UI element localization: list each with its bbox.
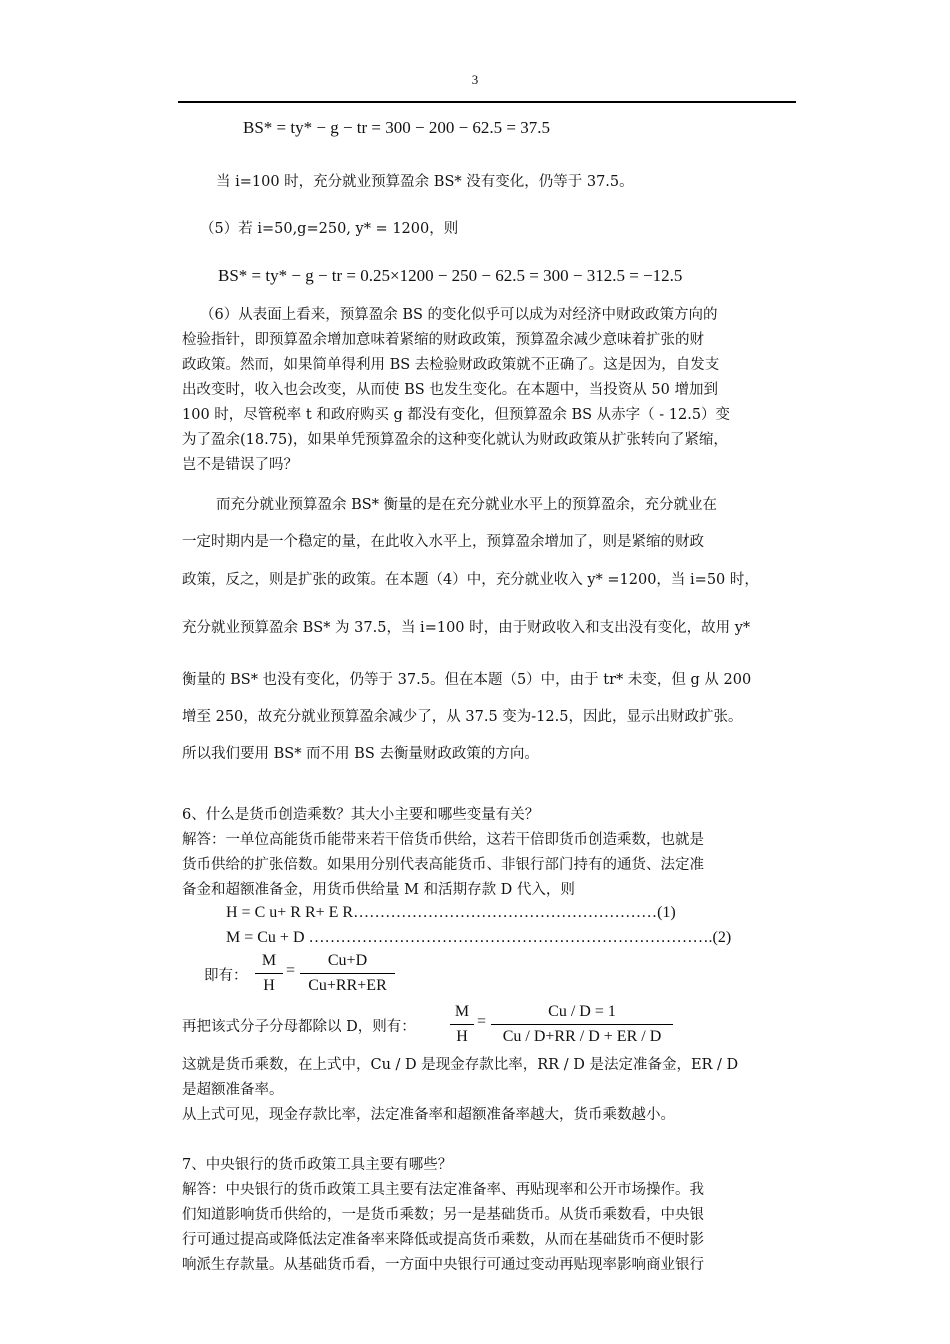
question-7: 7、中央银行的货币政策工具主要有哪些？	[182, 1157, 453, 1173]
q7-answer-line: 行可通过提高或降低法定准备率来降低或提高货币乘数，从而在基础货币不便时影	[182, 1232, 704, 1248]
q6-conclusion-line: 是超额准备率。	[182, 1082, 284, 1098]
fraction-denominator: H	[263, 977, 275, 994]
equation-bs-case5: BS* = ty* − g − tr = 0.25×1200 − 250 − 62.5 = 300 − 312.5 = −12.5	[218, 266, 683, 285]
q6-answer-line: 备金和超额准备金，用货币供给量 M 和活期存款 D 代入，则	[182, 882, 575, 898]
q6-answer-line: 解答：一单位高能货币能带来若干倍货币供给，这若干倍即货币创造乘数，也就是	[182, 832, 704, 848]
para6-line: 为了盈余(18.75)，如果单凭预算盈余的这种变化就认为财政政策从扩张转向了紧缩，	[182, 432, 728, 448]
q7-answer-line: 们知道影响货币供给的，一是货币乘数；另一是基础货币。从货币乘数看，中央银	[182, 1207, 704, 1223]
fraction-denominator: H	[456, 1028, 468, 1045]
para7-line: 政策，反之，则是扩张的政策。在本题（4）中，充分就业收入 y* =1200，当 i=50 时，	[182, 572, 759, 588]
para7-line: 所以我们要用 BS* 而不用 BS 去衡量财政政策的方向。	[182, 746, 539, 762]
equals-sign: =	[286, 962, 296, 979]
para6-line: 政政策。然而，如果简单得利用 BS 去检验财政政策就不正确了。这是因为，自发支	[182, 357, 720, 373]
para6-line: （6）从表面上看来，预算盈余 BS 的变化似乎可以成为对经济中财政政策方向的	[200, 307, 718, 323]
para6-line: 100 时，尽管税率 t 和政府购买 g 都没有变化，但预算盈余 BS 从赤字（ - 12.5）变	[182, 407, 731, 423]
page-number: 3	[471, 72, 479, 87]
fraction-denominator: Cu+RR+ER	[308, 977, 387, 994]
fraction-bar	[491, 1024, 673, 1025]
fraction-m-over-h	[255, 950, 283, 997]
para7-line: 充分就业预算盈余 BS* 为 37.5，当 i=100 时，由于财政收入和支出没有变化，故用 y*	[182, 620, 751, 636]
fraction-bar	[450, 1024, 474, 1025]
fraction-denominator: Cu / D+RR / D + ER / D	[502, 1028, 662, 1045]
equation-bs-full-employment: BS* = ty* − g − tr = 300 − 200 − 62.5 = 37.5	[243, 118, 551, 137]
para7-line: 一定时期内是一个稳定的量，在此收入水平上，预算盈余增加了，则是紧缩的财政	[182, 534, 704, 550]
paragraph-i100: 当 i=100 时，充分就业预算盈余 BS* 没有变化，仍等于 37.5。	[216, 174, 634, 190]
formula-h: H = C u+ R R+ E R…………………………………………………(1)	[226, 904, 676, 921]
para6-line: 出改变时，收入也会改变，从而使 BS 也发生变化。在本题中，当投资从 50 增加到	[182, 382, 718, 398]
q6-conclusion-line: 这就是货币乘数，在上式中，Cu / D 是现金存款比率，RR / D 是法定准备金，ER / D	[182, 1057, 739, 1073]
fraction-bar	[300, 973, 395, 974]
para7-line: 而充分就业预算盈余 BS* 衡量的是在充分就业水平上的预算盈余，充分就业在	[216, 497, 718, 513]
q6-conclusion-line: 从上式可见，现金存款比率，法定准备率和超额准备率越大，货币乘数越小。	[182, 1107, 675, 1123]
divide-by-d-text: 再把该式分子分母都除以 D，则有：	[182, 1019, 416, 1035]
header-rule	[178, 101, 796, 103]
fraction-numerator: Cu / D = 1	[548, 1003, 616, 1020]
question-6: 6、什么是货币创造乘数？其大小主要和哪些变量有关？	[182, 807, 540, 823]
ji-you-label: 即有：	[204, 968, 248, 984]
fraction-multiplier-per-d	[491, 1001, 673, 1048]
q7-answer-line: 解答：中央银行的货币政策工具主要有法定准备率、再贴现率和公开市场操作。我	[182, 1182, 704, 1198]
fraction-bar	[255, 973, 283, 974]
para7-line: 衡量的 BS* 也没有变化，仍等于 37.5。但在本题（5）中，由于 tr* 未变，但 g 从 200	[182, 672, 752, 688]
fraction-multiplier	[300, 950, 395, 997]
q7-answer-line: 响派生存款量。从基础货币看，一方面中央银行可通过变动再贴现率影响商业银行	[182, 1257, 704, 1273]
formula-m: M = Cu + D ………………………………………………………………….(2)	[226, 929, 732, 946]
fraction-m-over-h-2	[450, 1001, 474, 1048]
para6-line: 检验指针，即预算盈余增加意味着紧缩的财政政策，预算盈余减少意味着扩张的财	[182, 332, 704, 348]
fraction-numerator: M	[261, 952, 277, 969]
fraction-numerator: M	[454, 1003, 470, 1020]
q6-answer-line: 货币供给的扩张倍数。如果用分别代表高能货币、非银行部门持有的通货、法定准	[182, 857, 704, 873]
fraction-numerator: Cu+D	[327, 952, 368, 969]
paragraph-case5: （5）若 i=50,g=250, y* = 1200，则	[200, 221, 459, 237]
para6-line: 岂不是错误了吗？	[182, 457, 298, 473]
para7-line: 增至 250，故充分就业预算盈余减少了，从 37.5 变为-12.5，因此，显示出财政扩张。	[182, 709, 743, 725]
equals-sign: =	[477, 1013, 487, 1030]
